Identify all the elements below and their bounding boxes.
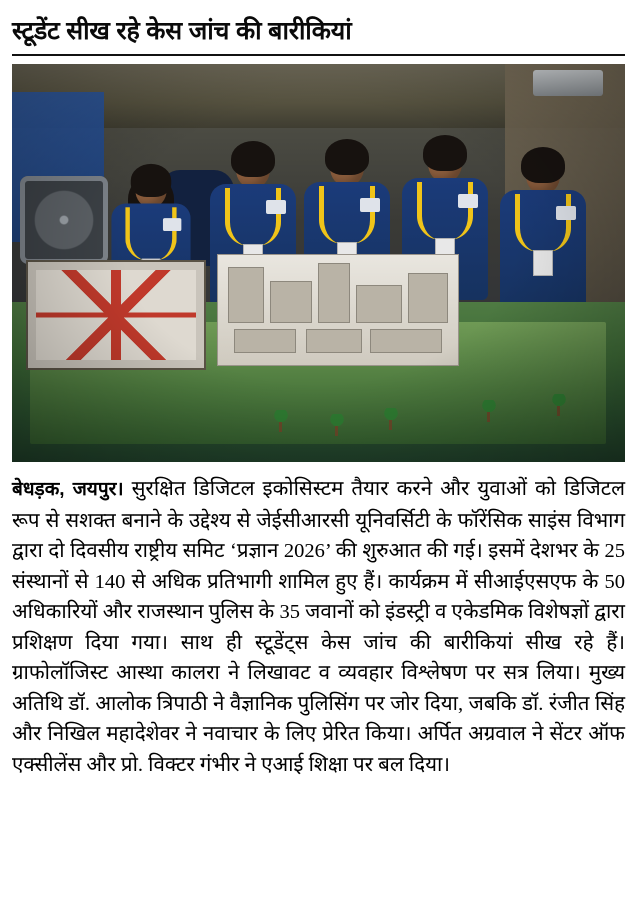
article-text: सुरक्षित डिजिटल इकोसिस्टम तैयार करने और युवाओं को डिजिटल रूप से सशक्त बनाने के उद्देश्य से जेईसीआरसी यूनिवर्सिटी के फॉरेंसिक साइंस विभाग द्वारा दो दिवसीय राष्ट्रीय समिट ‘प्रज्ञान 2026’ की शुरुआत की गई। इसमें देशभर के 25 संस्थानों से 140 से अधिक प्रतिभागी शामिल हुए हैं। कार्यक्रम में सीआईएसएफ के 50 अधिकारियों और राजस्थान पुलिस के 35 जवानों को इंडस्ट्री व एकेडमिक विशेषज्ञों द्वारा प्रशिक्षण दिया गया। साथ ही स्टूडेंट्स केस जांच की बारीकियां सीख रहे हैं। ग्राफोलॉजिस्ट आस्था कालरा ने लिखावट व व्यवहार विश्लेषण पर सत्र लिया। मुख्य अतिथि डॉ. आलोक त्रिपाठी ने वैज्ञानिक पुलिसिंग पर जोर दिया, जबकि डॉ. रंजीत सिंह और निखिल महादेशेवर ने नवाचार के लिए प्रेरित किया। अर्पित अग्रवाल ने सेंटर ऑफ एक्सीलेंस और प्रो. विक्टर गंभीर ने एआई शिक्षा पर बल दिया। [12,478,626,776]
page-title: स्टूडेंट सीख रहे केस जांच की बारीकियां [12,17,352,45]
article-body [12,474,625,780]
headline-divider [12,54,625,56]
article-dateline: बेधड़क, जयपुर। [12,479,124,500]
photo-vignette [12,64,625,462]
article-photo [12,64,625,462]
